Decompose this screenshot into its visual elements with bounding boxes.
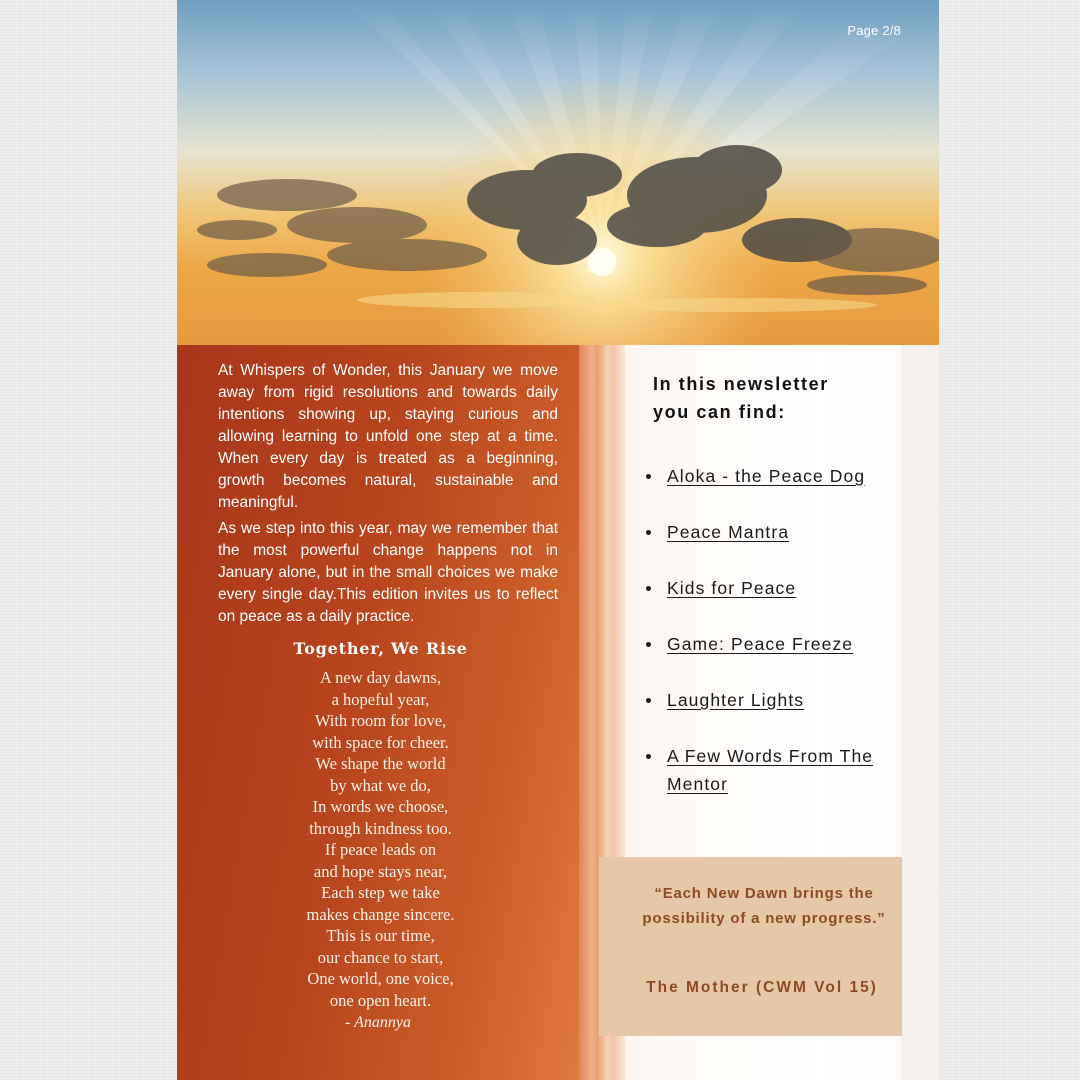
page-number: Page 2/8 [847,23,901,38]
toc-item [639,518,899,546]
bullet-icon [646,642,651,647]
intro-paragraph-2: As we step into this year, may we remember that the most powerful change happens not in January alone, but in the small choices we make every single day.This edition invites us to reflect on peace as a daily practice. [218,520,558,625]
bullet-icon [646,586,651,591]
toc-link-aloka[interactable]: Aloka - the Peace Dog [667,466,866,486]
toc-heading-line-2: you can find: [653,402,786,422]
bullet-icon [646,754,651,759]
quote-text: “Each New Dawn brings the possibility of a new progress.” [642,885,886,927]
quote-source: The Mother (CWM Vol 15) [646,979,878,996]
poem-line: One world, one voice, [307,969,454,988]
poem-line: We shape the world [315,754,446,773]
page-edge [901,345,939,1080]
poem-line: This is our time, [326,926,435,945]
poem-line: makes change sincere. [306,904,455,924]
poem-line: our chance to start, [317,947,444,967]
poem-line: with space for cheer. [312,732,449,752]
sunrise-hero-image [177,0,939,345]
poem-line: With room for love, [314,711,447,730]
bullet-icon [646,530,651,535]
toc-item [639,742,899,798]
toc-item [639,574,899,602]
toc-link-laughter-lights[interactable]: Laughter Lights [667,690,805,710]
poem-line: a hopeful year, [331,689,430,709]
poem-line: A new day dawns, [320,668,441,687]
toc-link-peace-mantra[interactable]: Peace Mantra [667,522,790,542]
toc-heading-line-1: In this newsletter [653,374,829,394]
poem-line: by what we do, [330,775,431,795]
sunrise-illustration [177,0,939,345]
poem-line: Each step we take [321,883,440,902]
poem [218,667,543,1011]
intro-paragraph-1: At Whispers of Wonder, this January we move away from rigid resolutions and towards daily intentions showing up, staying curious and allowing learning to unfold one step at a time. When every day is treated as a beginning, growth becomes natural, sustainable and meaningful. [218,362,558,511]
bullet-icon [646,474,651,479]
toc-item [639,630,899,658]
poem-line: If peace leads on [324,840,437,859]
poem-line: and hope stays near, [313,861,448,881]
poem-title: Together, We Rise [293,639,468,658]
poem-line: In words we choose, [312,797,449,816]
toc-link-kids-for-peace[interactable]: Kids for Peace [667,578,797,598]
bullet-icon [646,698,651,703]
poem-author: - Anannya [345,1014,411,1031]
toc-link-peace-freeze[interactable]: Game: Peace Freeze [667,634,854,654]
toc-item [639,686,899,714]
table-of-contents [639,462,899,826]
toc-item [639,462,899,490]
poem-line: through kindness too. [309,818,452,838]
poem-line: one open heart. [329,990,432,1010]
intro-text [218,360,558,632]
toc-heading [653,370,883,426]
toc-link-mentor[interactable]: A Few Words From The Mentor [667,746,874,794]
